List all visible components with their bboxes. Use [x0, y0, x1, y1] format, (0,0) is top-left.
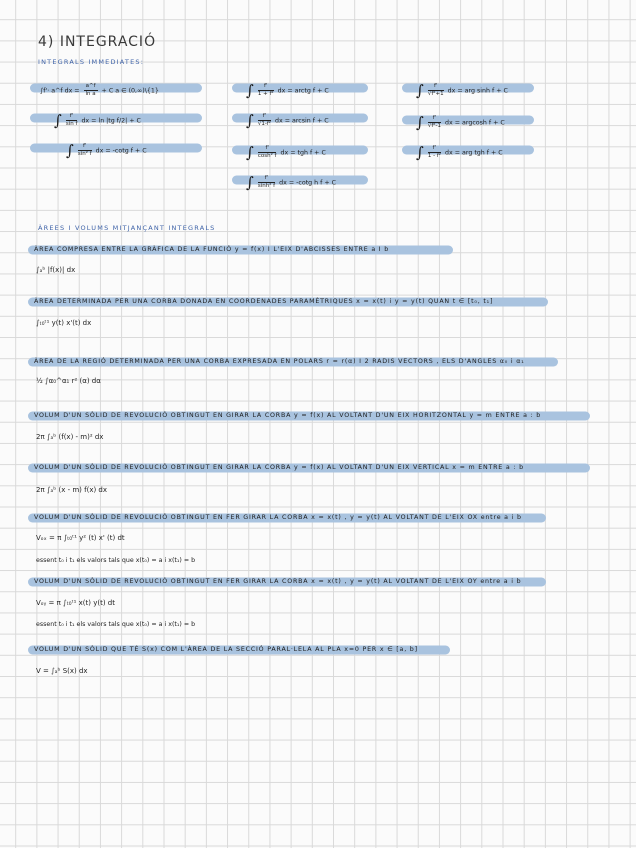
volume-note-4: essent t₀ i t₁ els valors tals que x(t₀) = a i x(t₁) = b	[36, 621, 196, 628]
integral-right: dx = arctg f + C	[277, 87, 329, 95]
integral-right: dx = arg tgh f + C	[444, 149, 503, 157]
numerator: f'	[258, 83, 274, 91]
integral-sign: ∫	[246, 173, 254, 192]
integral-c3-r1	[402, 80, 534, 100]
area-heading-1	[28, 244, 453, 256]
volume-heading-1	[28, 410, 590, 422]
heading-text: VOLUM D'UN SÒLID DE REVOLUCIÓ OBTINGUT EN FER GIRAR LA CORBA x = x(t) , y = y(t) AL VOLTANT DE L'EIX OY entre a i b	[34, 578, 522, 585]
area-formula-3: ½ ∫α₀^α₁ r² (α) dα	[36, 377, 101, 385]
area-formula-2: ∫ₜ₀ᵗ¹ y(t) x'(t) dx	[36, 319, 92, 327]
integral-c2-r4	[232, 172, 368, 192]
integral-right: + C a ∈ (0,∞)\{1}	[101, 87, 159, 95]
volume-formula-1: 2π ∫ₐᵇ (f(x) - m)² dx	[36, 433, 104, 441]
denominator: cosh² f	[257, 153, 277, 159]
integral-sign: ∫	[416, 143, 424, 162]
page-title: 4) INTEGRACIÓ	[38, 34, 157, 50]
integral-c2-r2	[232, 110, 368, 130]
heading-text: ÀREA DE LA REGIÓ DETERMINADA PER UNA CORBA EXPRESADA EN POLARS r = r(α) I 2 RADIS VECTORS , ELS D'ANGLES α₀ i α₁	[34, 358, 525, 365]
volume-heading-5	[28, 644, 450, 656]
volume-heading-2	[28, 462, 590, 474]
section-areas-title: ÀREES I VOLUMS MITJANÇANT INTEGRALS	[38, 224, 216, 232]
area-heading-3	[28, 356, 558, 368]
denominator: sinh² f	[257, 183, 276, 189]
integral-sign: ∫	[416, 113, 424, 132]
integral-c1-r3	[30, 140, 202, 160]
integral-right: dx = arg sinh f + C	[447, 87, 508, 95]
volume-heading-4	[28, 576, 546, 588]
integral-c2-r3	[232, 142, 368, 162]
integral-right: dx = tgh f + C	[280, 149, 326, 157]
numerator: f'	[258, 175, 275, 183]
denominator: ln a	[85, 91, 96, 97]
volume-formula-3: Vₒₓ = π ∫ₜ₀ᵗ¹ y² (t) x' (t) dt	[36, 534, 125, 542]
denominator: √f²-1	[427, 123, 441, 129]
integral-sign: ∫	[416, 81, 424, 100]
denominator: 1 + f²	[257, 91, 274, 97]
numerator: f'	[258, 113, 271, 121]
denominator: √f²+1	[427, 91, 444, 97]
heading-text: VOLUM D'UN SÒLID DE REVOLUCIÓ OBTINGUT EN GIRAR LA CORBA y = f(x) AL VOLTANT D'UN EIX HORITZONTAL y = m ENTRE a : b	[34, 412, 542, 419]
volume-formula-2: 2π ∫ₐᵇ (x - m) f(x) dx	[36, 486, 108, 494]
integral-c3-r3	[402, 142, 534, 162]
numerator: f'	[428, 83, 444, 91]
integral-sign: ∫	[246, 81, 254, 100]
heading-text: VOLUM D'UN SÒLID QUE TÉ S(x) COM L'ÀREA DE LA SECCIÓ PARAL·LELA AL PLA x=0 PER x ∈ [a, b]	[34, 646, 418, 653]
integral-c2-r1	[232, 80, 368, 100]
volume-note-3: essent t₀ i t₁ els valors tals que x(t₀) = a i x(t₁) = b	[36, 557, 196, 564]
numerator: f'	[428, 115, 441, 123]
volume-formula-4: Vₒᵧ = π ∫ₜ₀ᵗ¹ x(t) y(t) dt	[36, 599, 115, 607]
numerator: f'	[428, 145, 441, 153]
denominator: √1-f²	[257, 121, 271, 127]
heading-text: VOLUM D'UN SÒLID DE REVOLUCIÓ OBTINGUT EN FER GIRAR LA CORBA x = x(t) , y = y(t) AL VOLTANT DE L'EIX OX entre a i b	[34, 514, 522, 521]
integral-c3-r2	[402, 112, 534, 132]
integral-left: ∫f'· a^f dx =	[40, 87, 80, 95]
integral-right: dx = -cotg f + C	[95, 147, 147, 155]
heading-text: ÀREA COMPRESA ENTRE LA GRÀFICA DE LA FUNCIÓ y = f(x) I L'EIX D'ABCISSES ENTRE a I b	[34, 246, 390, 253]
integral-sign: ∫	[246, 111, 254, 130]
integral-c1-r2	[30, 110, 202, 130]
integral-c1-r1	[30, 80, 202, 96]
denominator: 1 - f²	[427, 153, 441, 159]
integral-sign: ∫	[54, 111, 62, 130]
denominator: sin f	[65, 121, 78, 127]
integral-right: dx = ln |tg f/2| + C	[81, 117, 141, 125]
denominator: sin² f	[77, 151, 92, 157]
integral-sign: ∫	[66, 141, 74, 160]
numerator: f'	[78, 143, 92, 151]
integral-right: dx = argcosh f + C	[445, 119, 505, 127]
integral-sign: ∫	[246, 143, 254, 162]
integral-right: dx = arcsin f + C	[275, 117, 329, 125]
numerator: a^f	[85, 83, 96, 89]
area-formula-1: ∫ₐᵇ |f(x)| dx	[36, 266, 76, 274]
volume-formula-5: V = ∫ₐᵇ S(x) dx	[36, 667, 88, 675]
heading-text: VOLUM D'UN SÒLID DE REVOLUCIÓ OBTINGUT EN GIRAR LA CORBA y = f(x) AL VOLTANT D'UN EIX VERTICAL x = m ENTRE a : b	[34, 464, 524, 471]
section-immediate-title: INTEGRALS IMMEDIATES:	[38, 58, 145, 66]
numerator: f'	[258, 145, 277, 153]
heading-text: ÀREA DETERMINADA PER UNA CORBA DONADA EN COORDENADES PARAMÈTRIQUES x = x(t) i y = y(t) QUAN t ∈ [t₀, t₁]	[34, 298, 494, 305]
area-heading-2	[28, 296, 548, 308]
integral-right: dx = -cotg h f + C	[279, 179, 337, 187]
volume-heading-3	[28, 512, 546, 524]
numerator: f'	[66, 113, 78, 121]
